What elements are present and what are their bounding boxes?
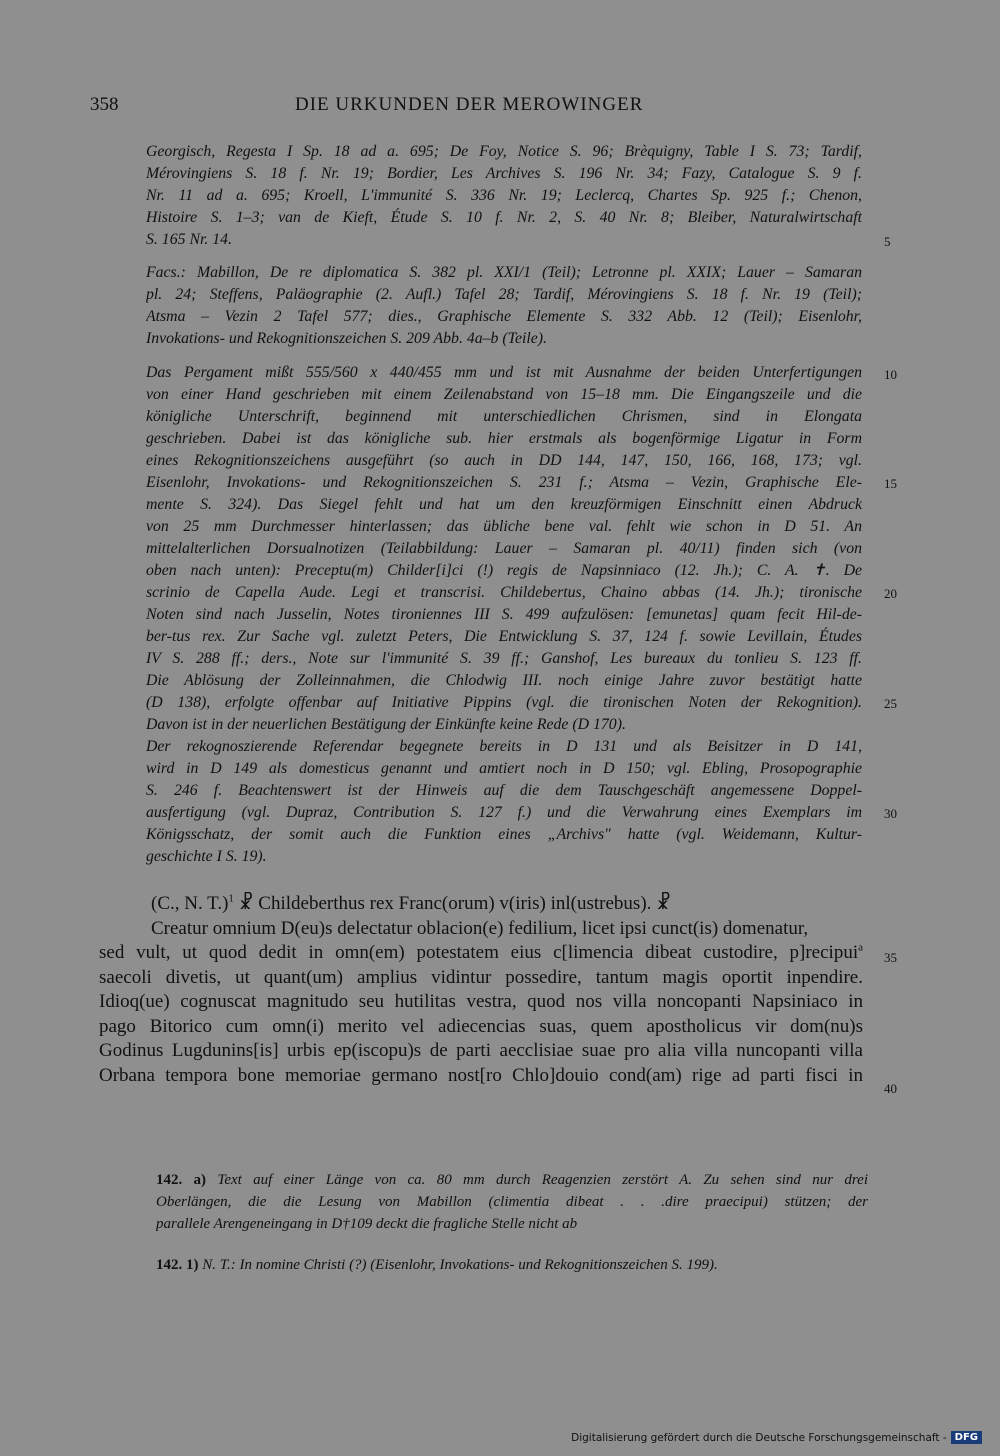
- facsimile-line: Atsma – Vezin 2 Tafel 577; dies., Graphische Elemente S. 332 Abb. 12 (Teil); Eisenlohr,: [146, 308, 862, 325]
- footnote-text: Text auf einer Länge von ca. 80 mm durch Reagenzien zerstört A. Zu sehen sind nur drei: [217, 1172, 868, 1188]
- footnote-1: [156, 1254, 868, 1276]
- intitulatio-siglum: (C., N. T.): [151, 893, 229, 914]
- commentary-line: wird in D 149 als domesticus genannt und amtiert noch in D 150; vgl. Ebling, Prosopographie: [146, 760, 862, 777]
- charter-line: Orbana tempora bone memoriae germano nost[ro Chlo]douio cond(am) rige ad parti fisci in: [99, 1064, 863, 1086]
- commentary-line: scrinio de Capella Aude. Legi et transcrisi. Childebertus, Chaino abbas (14. Jh.); tironische: [146, 584, 862, 601]
- commentary-line: geschrieben. Dabei ist das königliche sub. hier erstmals als bogenförmige Ligatur in Form: [146, 430, 862, 447]
- commentary-line: eines Rekognitionszeichens ausgeführt (so auch in DD 144, 147, 150, 166, 168, 173; vgl.: [146, 452, 862, 469]
- dfg-logo: DFG: [951, 1431, 982, 1444]
- commentary-line: (D 138), erfolgte offenbar auf Initiative Pippins (vgl. die tironischen Noten der Rekognition).: [146, 694, 862, 711]
- commentary-line: Die Ablösung der Zolleinnahmen, die Chlodwig III. noch einige Jahre zuvor bestätigt hatte: [146, 672, 862, 689]
- commentary-line: ber-tus rex. Zur Sache vgl. zuletzt Peters, Die Entwicklung S. 37, 124 f. sowie Levillain, Études: [146, 628, 862, 645]
- commentary-line: S. 246 f. Beachtenswert ist der Hinweis auf die dem Tauschgeschäft angemessene Doppel-: [146, 782, 862, 799]
- commentary: [146, 362, 862, 868]
- commentary-line: von einer Hand geschrieben mit einem Zeilenabstand von 15–18 mm. Die Eingangszeile und die: [146, 386, 862, 403]
- bibliography-line: Georgisch, Regesta I Sp. 18 ad a. 695; De Foy, Notice S. 96; Brèquigny, Table I S. 73; Tardif,: [146, 143, 862, 160]
- facsimile-line: pl. 24; Steffens, Paläographie (2. Aufl.) Tafel 28; Tardif, Mérovingiens S. 18 f. Nr. 19 (Teil);: [146, 286, 862, 303]
- commentary-line: geschichte I S. 19).: [146, 848, 267, 865]
- footnote-marker: 1: [228, 892, 234, 905]
- charter-line: Creatur omnium D(eu)s delectatur oblacion(e) fedilium, licet ipsi cunct(is) domenatur,: [151, 917, 809, 939]
- facsimiles: [146, 262, 862, 350]
- charter-line: pago Bitorico cum omn(i) merito vel adiecencias suas, quem apostholicus vir dom(nu)s: [99, 1015, 863, 1037]
- page-number: 358: [90, 94, 119, 115]
- commentary-line: ausfertigung (vgl. Dupraz, Contribution S. 127 f.) und die Verwahrung eines Exemplars im: [146, 804, 862, 821]
- facsimile-line: Facs.: Mabillon, De re diplomatica S. 382 pl. XXI/1 (Teil); Letronne pl. XXIX; Lauer – Samaran: [146, 264, 862, 281]
- line-number: 5: [884, 234, 891, 249]
- footnote-line: Oberlängen, die die Lesung von Mabillon (climentia dibeat . . .dire praecipui) stützen; der: [156, 1194, 868, 1210]
- bibliography-line: Histoire S. 1–3; van de Kieft, Étude S. 10 f. Nr. 2, S. 40 Nr. 8; Bleiber, Naturalwirtschaft: [146, 209, 862, 226]
- commentary-line: IV S. 288 ff.; ders., Note sur l'immunité S. 39 ff.; Ganshof, Les bureaux du tonlieu S. 123 ff.: [146, 650, 862, 667]
- commentary-line: Königsschatz, der somit auch die Funktion eines „Archivs" hatte (vgl. Weidemann, Kultur-: [146, 826, 862, 843]
- line-number: 10: [884, 367, 897, 382]
- line-number: 35: [884, 950, 897, 965]
- charter-line: [99, 941, 863, 966]
- line-number: 30: [884, 806, 897, 821]
- commentary-line: Davon ist in der neuerlichen Bestätigung der Einkünfte keine Rede (D 170).: [146, 716, 626, 733]
- line-number: 20: [884, 586, 897, 601]
- intitulatio: [99, 892, 863, 917]
- commentary-line: Eisenlohr, Invokations- und Rekognitionszeichen S. 231 f.; Atsma – Vezin, Graphische Ele-: [146, 474, 862, 491]
- commentary-line: königliche Unterschrift, beginnend mit unterschiedlichen Chrismen, sind in Elongata: [146, 408, 862, 425]
- commentary-line: Der rekognoszierende Referendar begegnete bereits in D 131 und als Beisitzer in D 141,: [146, 738, 862, 755]
- footnote-text: N. T.: In nomine Christi (?) (Eisenlohr, Invokations- und Rekognitionszeichen S. 199).: [202, 1257, 718, 1273]
- bibliography: [146, 141, 862, 251]
- intitulatio-text: ☧ Childeberthus rex Franc(orum) v(iris) inl(ustrebus). ☧: [238, 893, 672, 914]
- digitization-credit: [571, 1431, 982, 1444]
- commentary-line: mente S. 324). Das Siegel fehlt und hat um den kreuzförmigen Einschnitt einen Abdruck: [146, 496, 862, 513]
- commentary-line: Noten sind nach Jusselin, Notes tironiennes III S. 499 aufzulösen: [emunetas] quam fecit Hil-de-: [146, 606, 862, 623]
- commentary-line: Das Pergament mißt 555/560 x 440/455 mm und ist mit Ausnahme der beiden Unterfertigungen: [146, 364, 862, 381]
- facsimile-line: Invokations- und Rekognitionszeichen S. 209 Abb. 4a–b (Teile).: [146, 330, 547, 347]
- credit-text: Digitalisierung gefördert durch die Deutsche Forschungsgemeinschaft -: [571, 1431, 947, 1444]
- charter-line-text: sed vult, ut quod dedit in omn(em) potestatem eius c[limencia dibeat custodire, p]recipui: [99, 942, 859, 963]
- charter-line: Godinus Lugdunins[is] urbis ep(iscopu)s de parti aecclisiae suae pro alia villa nuncopanti villa: [99, 1040, 863, 1061]
- charter-text: [99, 892, 863, 1088]
- charter-line: Idioq(ue) cognuscat magnitudo seu hutilitas vestra, quod nos villa noncopanti Napsiniaco in: [99, 991, 863, 1012]
- bibliography-line: Mérovingiens S. 18 f. Nr. 19; Bordier, Les Archives S. 196 Nr. 34; Fazy, Catalogue S. 9 f.: [146, 165, 862, 182]
- footnote-line: [156, 1169, 868, 1191]
- bibliography-line: S. 165 Nr. 14.: [146, 231, 233, 248]
- bibliography-line: Nr. 11 ad a. 695; Kroell, L'immunité S. 336 Nr. 19; Leclercq, Chartes Sp. 925 f.; Chenon,: [146, 187, 862, 204]
- line-number: 25: [884, 696, 897, 711]
- commentary-line: mittelalterlichen Dorsualnotizen (Teilabbildung: Lauer – Samaran pl. 40/11) finden sich (von: [146, 540, 862, 557]
- running-title: DIE URKUNDEN DER MEROWINGER: [295, 94, 644, 115]
- line-number: 40: [884, 1081, 897, 1096]
- commentary-line: von 25 mm Durchmesser hinterlassen; das übliche bene val. fehlt wie schon in D 51. An: [146, 518, 862, 535]
- commentary-line: oben nach unten): Preceptu(m) Childer[i]ci (!) regis de Napsinniaco (12. Jh.); C. A. ✝. De: [146, 562, 862, 579]
- footnote-line: parallele Arengeneingang in D†109 deckt die fragliche Stelle nicht ab: [156, 1216, 578, 1232]
- footnote-line: [156, 1254, 868, 1276]
- footnote-a: [156, 1169, 868, 1235]
- footnote-label: 142. 1): [156, 1257, 199, 1273]
- note-marker: a: [858, 941, 863, 954]
- charter-line: saecoli divetis, ut quant(um) amplius vidintur possedire, tantum magis oportit inpendire.: [99, 966, 863, 988]
- footnote-label: 142. a): [156, 1172, 207, 1188]
- line-number: 15: [884, 476, 897, 491]
